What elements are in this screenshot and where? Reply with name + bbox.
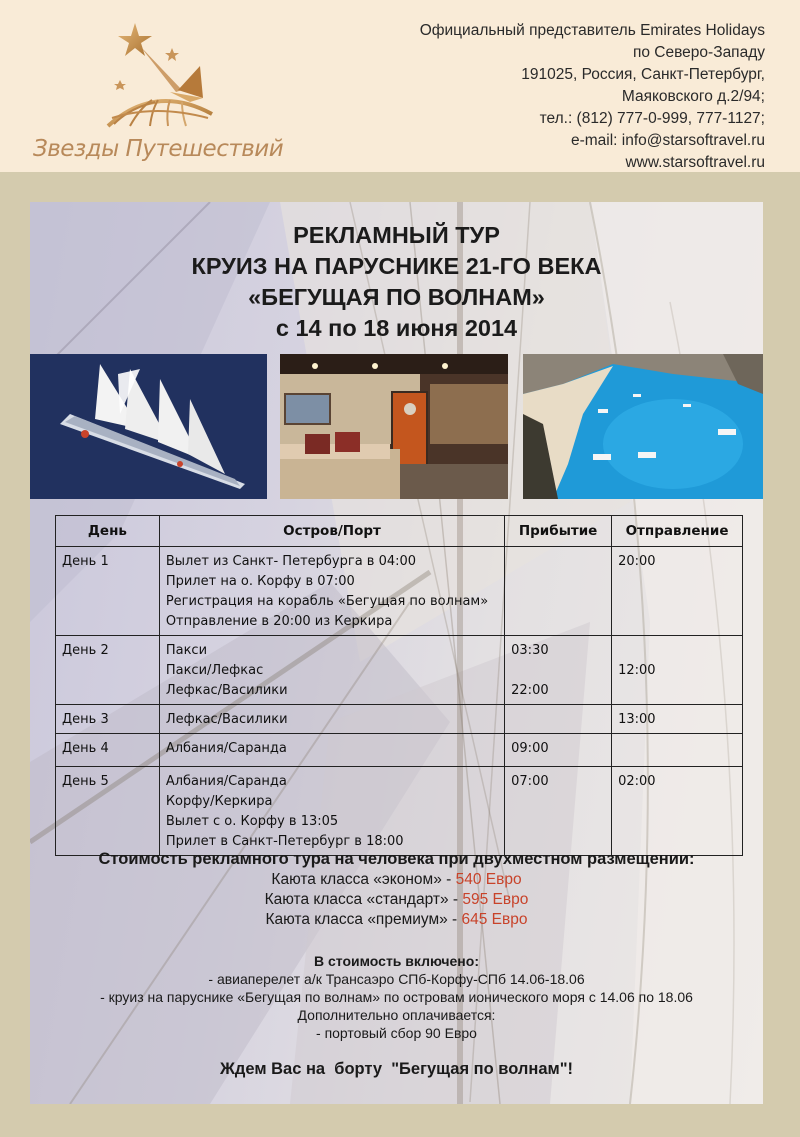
cell-day: День 3: [56, 705, 160, 734]
cell-ports: [159, 636, 504, 705]
port-line: Корфу/Керкира: [165, 794, 273, 809]
included-item: - авиаперелет а/к Трансаэро СПб-Корфу-СПб 14.06-18.06: [208, 971, 585, 987]
title-line-dates: с 14 по 18 июня 2014: [275, 315, 518, 341]
price-premium: [30, 910, 763, 930]
price-label: Каюта класса «эконом» -: [271, 871, 456, 888]
photo-cabin: [280, 354, 508, 499]
cell-day: День 5: [56, 767, 160, 856]
extra-title: Дополнительно оплачивается:: [297, 1007, 496, 1023]
title-line-promo: РЕКЛАМНЫЙ ТУР: [293, 222, 500, 248]
contact-address-street: Маяковского д.2/94;: [621, 88, 765, 105]
title-line-cruise: КРУИЗ НА ПАРУСНИКЕ 21-ГО ВЕКА: [191, 253, 602, 279]
cell-arrival: [505, 705, 612, 734]
port-line: Отправление в 20:00 из Керкира: [165, 614, 393, 629]
logo-text: Звезды Путешествий: [33, 136, 284, 162]
time-value: 12:00: [618, 663, 656, 678]
sailing-ship-image-icon: [30, 354, 267, 499]
time-value: 13:00: [618, 712, 656, 727]
header-departure: Отправление: [612, 516, 743, 547]
cell-ports: [159, 767, 504, 856]
cell-ports: [159, 705, 504, 734]
port-line: Лефкас/Василики: [165, 683, 288, 698]
port-line: Пакси/Лефкас: [165, 663, 264, 678]
time-blank: [511, 661, 605, 681]
cell-arrival: [505, 547, 612, 636]
cell-ports: [159, 734, 504, 767]
contact-website[interactable]: www.starsoftravel.ru: [625, 154, 765, 171]
price-economy: [30, 870, 763, 890]
star-globe-logo-icon: [100, 18, 230, 128]
itinerary-table: [55, 515, 743, 856]
port-line: Регистрация на корабль «Бегущая по волнам»: [165, 594, 489, 609]
time-value: 09:00: [511, 741, 549, 756]
cell-ports: [159, 547, 504, 636]
contact-email[interactable]: e-mail: info@starsoftravel.ru: [570, 132, 765, 149]
photo-sailing-ship: [30, 354, 267, 499]
port-line: Вылет с о. Корфу в 13:05: [165, 814, 339, 829]
cell-arrival: [505, 636, 612, 705]
price-standard: [30, 890, 763, 910]
photo-strip: [30, 354, 763, 499]
photo-bay: [523, 354, 763, 499]
itinerary-header-row: [56, 516, 743, 547]
contact-info: [420, 20, 765, 174]
extra-item: - портовый сбор 90 Евро: [316, 1025, 477, 1041]
table-row: [56, 636, 743, 705]
header-day: День: [56, 516, 160, 547]
closing-message: Ждем Вас на борту "Бегущая по волнам"!: [219, 1060, 574, 1078]
header-arrival: Прибытие: [505, 516, 612, 547]
time-value: 07:00: [511, 774, 549, 789]
time-value: 20:00: [618, 554, 656, 569]
cell-day: День 1: [56, 547, 160, 636]
cell-departure: [612, 734, 743, 767]
tour-title: [30, 220, 763, 344]
contact-address-city: 191025, Россия, Санкт-Петербург,: [521, 66, 765, 83]
port-line: Албания/Саранда: [165, 774, 287, 789]
time-value: 03:30: [511, 643, 549, 658]
content-panel: [30, 202, 763, 1104]
price-amount: 540 Евро: [455, 871, 522, 888]
cell-departure: [612, 705, 743, 734]
price-label: Каюта класса «премиум» -: [265, 911, 462, 928]
contact-phone[interactable]: тел.: (812) 777-0-999, 777-1127;: [539, 110, 765, 127]
included-item: - круиз на паруснике «Бегущая по волнам» по островам ионического моря с 14.06 по 18.06: [100, 989, 693, 1005]
table-row: [56, 547, 743, 636]
cell-day: День 2: [56, 636, 160, 705]
contact-region: по Северо-Западу: [632, 44, 765, 61]
time-value: 22:00: [511, 683, 549, 698]
cell-arrival: [505, 734, 612, 767]
cell-departure: [612, 636, 743, 705]
price-label: Каюта класса «стандарт» -: [264, 891, 463, 908]
port-line: Прилет на о. Корфу в 07:00: [165, 574, 355, 589]
cell-arrival: [505, 767, 612, 856]
cell-departure: [612, 547, 743, 636]
cell-day: День 4: [56, 734, 160, 767]
port-line: Вылет из Санкт- Петербурга в 04:00: [165, 554, 417, 569]
included-title: В стоимость включено:: [314, 953, 479, 969]
title-line-ship-name: «БЕГУЩАЯ ПО ВОЛНАМ»: [248, 284, 545, 310]
pricing-title: Стоимость рекламного тура на человека при двухместном размещении:: [98, 850, 695, 868]
header-port: Остров/Порт: [159, 516, 504, 547]
header: [0, 0, 800, 172]
port-line: Лефкас/Василики: [165, 712, 288, 727]
price-amount: 595 Евро: [462, 891, 529, 908]
table-row: [56, 734, 743, 767]
table-row: [56, 705, 743, 734]
time-value: 02:00: [618, 774, 656, 789]
port-line: Албания/Саранда: [165, 741, 287, 756]
bay-image-icon: [523, 354, 763, 499]
cell-departure: [612, 767, 743, 856]
table-row: [56, 767, 743, 856]
port-line: Прилет в Санкт-Петербург в 18:00: [165, 834, 404, 849]
cabin-image-icon: [280, 354, 508, 499]
port-line: Пакси: [165, 643, 208, 658]
time-blank: [618, 641, 736, 661]
company-logo[interactable]: [30, 18, 284, 162]
pricing-section: [30, 848, 763, 930]
contact-representative: Официальный представитель Emirates Holidays: [419, 22, 765, 39]
price-amount: 645 Евро: [461, 911, 528, 928]
included-section: [30, 952, 763, 1042]
